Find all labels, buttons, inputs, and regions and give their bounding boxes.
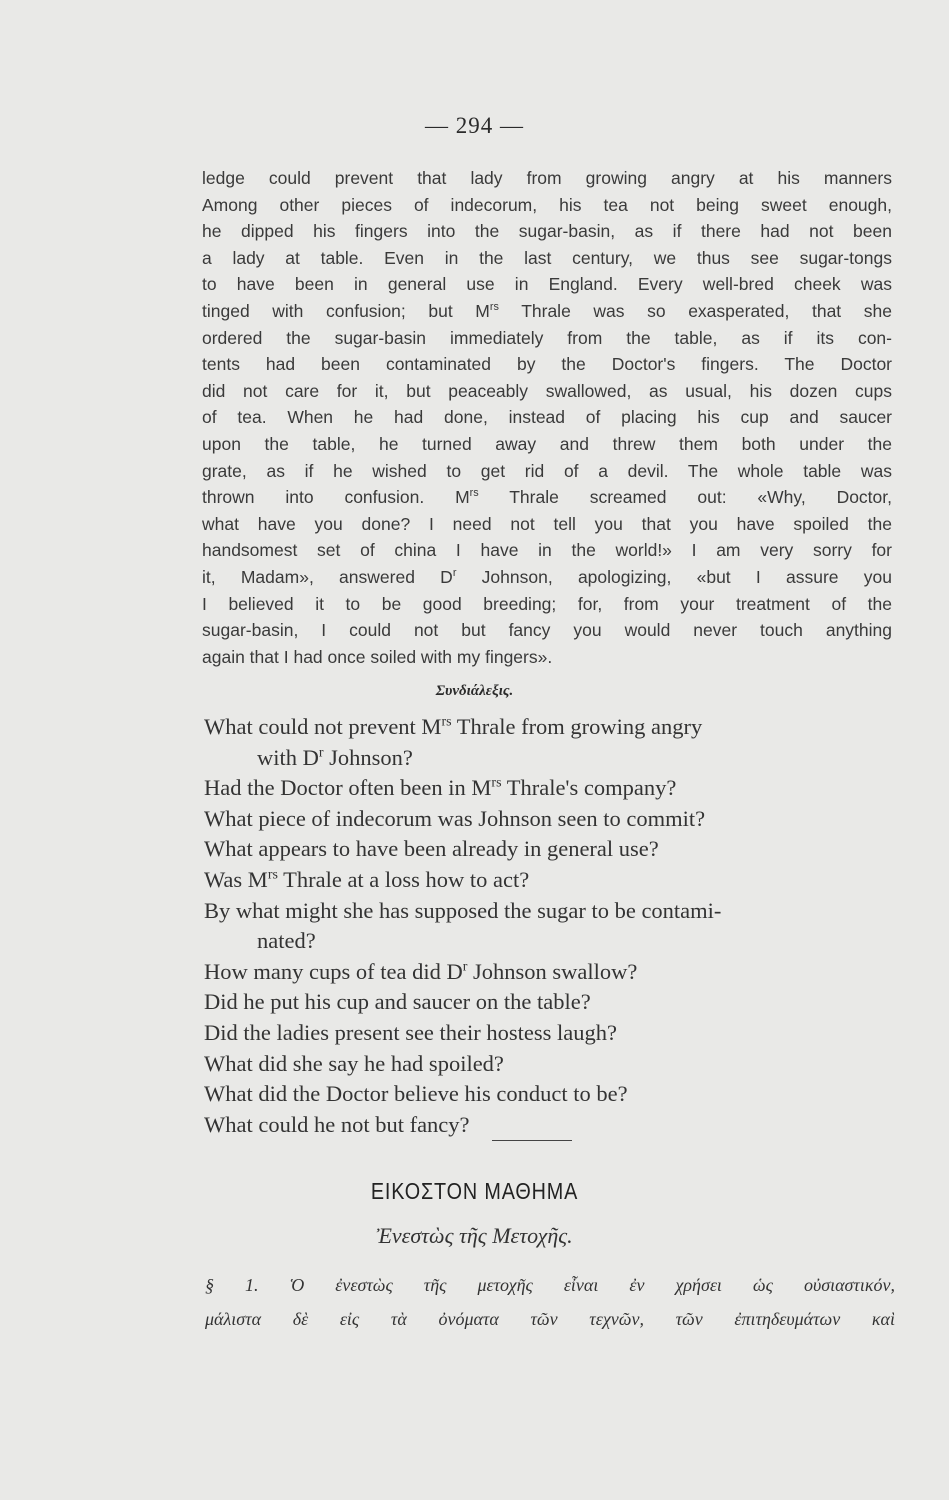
question-item: Had the Doctor often been in $M^{rs}$ Thrale's company? — [204, 775, 677, 801]
question-item: What appears to have been already in general use? — [204, 836, 659, 862]
passage-line: it, Madam», answered $D^r$ Johnson, apologizing, «but I assure you — [202, 566, 892, 587]
passage-line: thrown into confusion. $M^{rs}$ Thrale screamed out: «Why, Doctor, — [202, 487, 893, 508]
passage-line: to have been in general use in England. Every well-bred cheek was — [202, 274, 892, 295]
question-item: What did the Doctor believe his conduct to be? — [204, 1081, 628, 1107]
passage-line: I believed it to be good breeding; for, from your treatment of the — [202, 593, 892, 614]
page-number: — 294 — — [425, 113, 524, 138]
question-item: What piece of indecorum was Johnson seen to commit? — [204, 805, 706, 831]
question-item: Did he put his cup and saucer on the table? — [204, 989, 591, 1015]
question-item: What could he not but fancy? — [204, 1111, 470, 1137]
question-item: What could not prevent $M^{rs}$ Thrale from growing angry — [204, 714, 703, 739]
passage-line: sugar-basin, I could not but fancy you would never touch anything — [202, 620, 892, 641]
question-item: Was $M^{rs}$ Thrale at a loss how to act? — [204, 866, 530, 892]
lesson-subtitle: Ἐνεστὼς τῆς Μετοχῆς. — [376, 1223, 573, 1248]
questions-heading: Συνδιάλεξις. — [435, 683, 514, 699]
passage-line: ordered the sugar-basin immediately from the table, as if its con- — [202, 327, 892, 348]
passage-line: again that I had once soiled with my fingers». — [202, 646, 553, 667]
passage-line: did not care for it, but peaceably swallowed, as usual, his dozen cups — [202, 380, 892, 401]
passage-line: Among other pieces of indecorum, his tea not being sweet enough, — [202, 194, 892, 215]
passage-line: grate, as if he wished to get rid of a devil. The whole table was — [202, 460, 892, 481]
passage-line: tents had been contaminated by the Doctor's fingers. The Doctor — [202, 354, 892, 375]
question-item: By what might she has supposed the sugar to be contami- — [204, 897, 722, 923]
lesson-paragraph — [205, 1268, 895, 1336]
passage-line: handsomest set of china I have in the world!» I am very sorry for — [202, 540, 892, 561]
paragraph-line: μάλιστα δὲ εἰς τὰ ὀνόματα τῶν τεχνῶν, τῶν ἐπιτηδευμάτων καὶ — [205, 1309, 895, 1329]
passage-line: he dipped his fingers into the sugar-basin, as if there had not been — [202, 221, 892, 242]
question-list — [204, 712, 894, 1140]
passage-line: upon the table, he turned away and threw them both under the — [202, 433, 892, 454]
lesson-title: ΕΙΚΟΣΤΟΝ ΜΑΘΗΜΑ — [370, 1178, 579, 1204]
passage-line: of tea. When he had done, instead of placing his cup and saucer — [202, 407, 892, 428]
passage-line: tinged with confusion; but $M^{rs}$ Thrale was so exasperated, that she — [202, 300, 892, 321]
passage-line: what have you done? I need not tell you that you have spoiled the — [202, 513, 892, 534]
paragraph-line: § 1. Ὁ ἐνεστὼς τῆς μετοχῆς εἶναι ἐν χρήσει ὡς οὐσιαστικόν, — [205, 1275, 895, 1295]
passage-line: a lady at table. Even in the last century, we thus see sugar-tongs — [202, 247, 892, 268]
reading-passage — [202, 165, 892, 670]
question-item: What did she say he had spoiled? — [204, 1050, 504, 1076]
passage-line: ledge could prevent that lady from growing angry at his manners — [202, 168, 892, 188]
question-item: Did the ladies present see their hostess laugh? — [204, 1019, 618, 1045]
section-divider — [492, 1140, 572, 1141]
question-item: How many cups of tea did $D^r$ Johnson swallow? — [204, 958, 638, 984]
question-item: nated? — [257, 928, 316, 954]
question-item: with $D^r$ Johnson? — [257, 744, 413, 770]
